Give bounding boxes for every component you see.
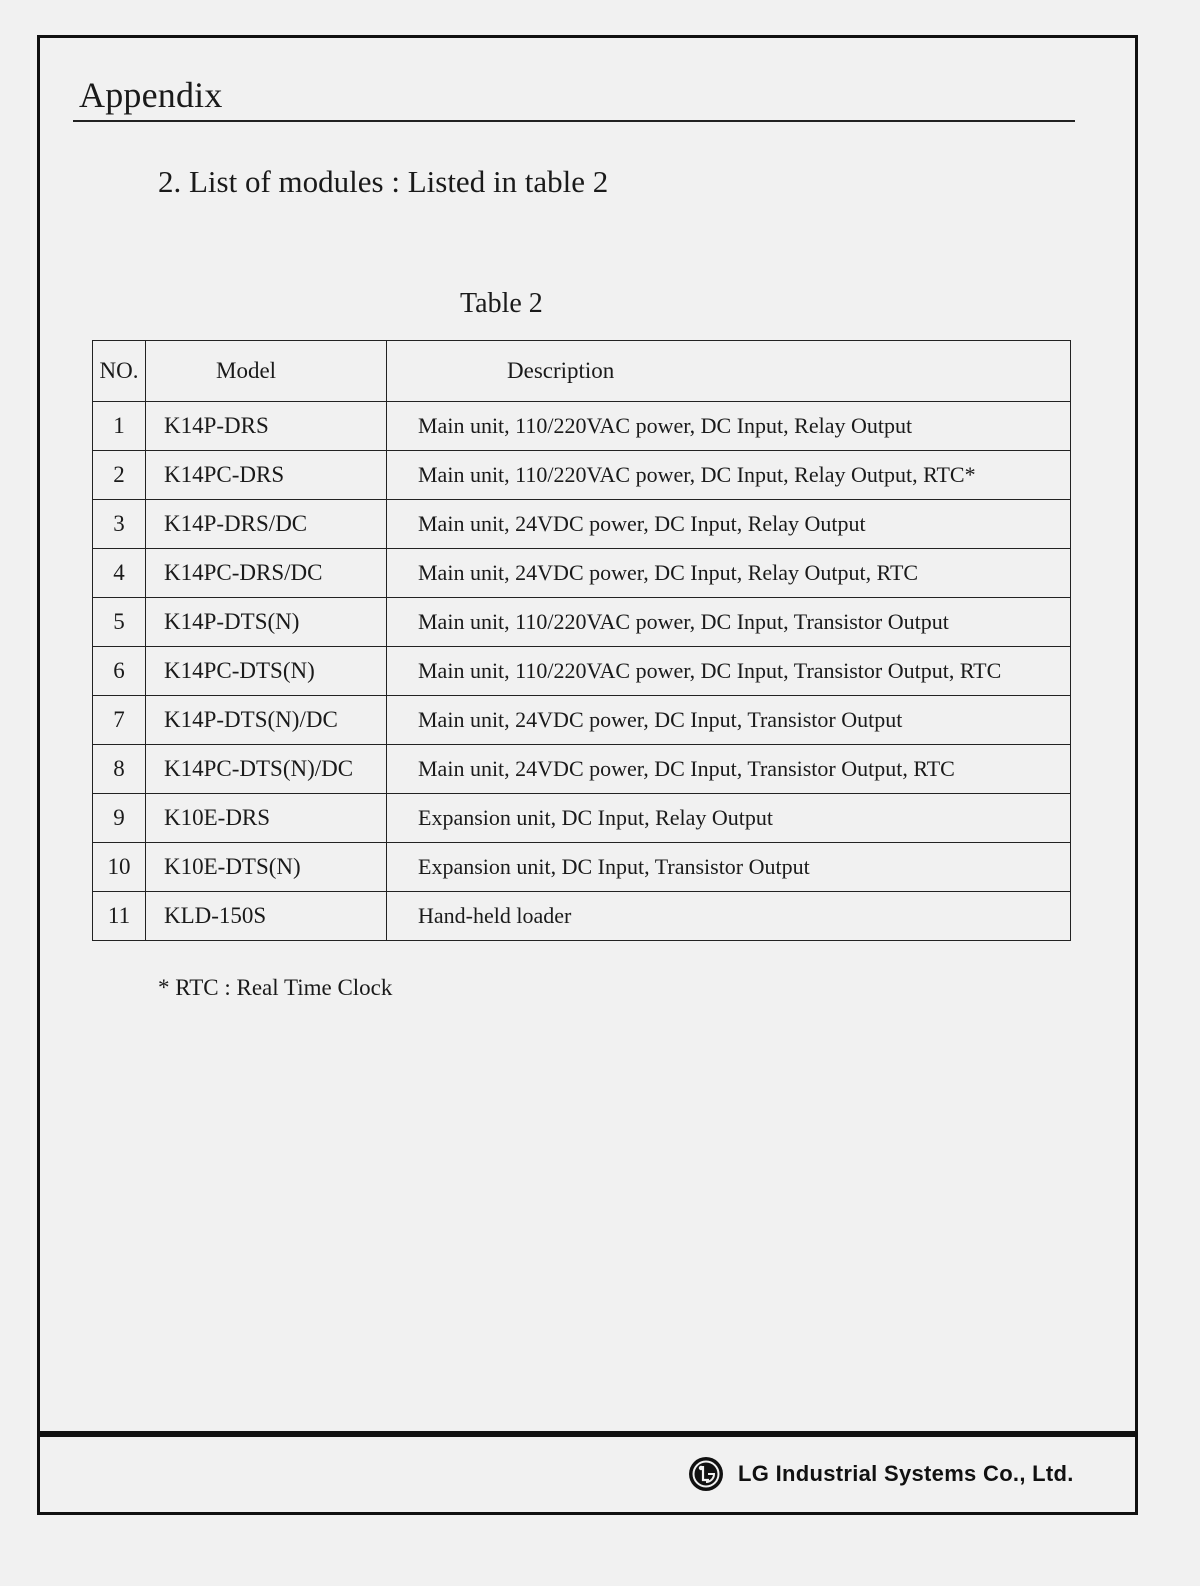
row-model: K14PC-DRS/DC [146, 549, 387, 598]
row-model: K14P-DTS(N) [146, 598, 387, 647]
table-row [93, 500, 1071, 549]
row-model: K14P-DRS [146, 402, 387, 451]
row-description: Hand-held loader [387, 892, 1071, 941]
row-number: 10 [93, 843, 146, 892]
row-number: 3 [93, 500, 146, 549]
table-row [93, 549, 1071, 598]
table-row [93, 696, 1071, 745]
row-model: K10E-DTS(N) [146, 843, 387, 892]
column-header-no: NO. [93, 341, 146, 402]
company-brand [688, 1455, 1074, 1493]
column-header-description: Description [387, 341, 1071, 402]
table-row [93, 598, 1071, 647]
table-row [93, 647, 1071, 696]
row-description: Main unit, 24VDC power, DC Input, Transistor Output [387, 696, 1071, 745]
table-header-row [93, 341, 1071, 402]
lg-logo-icon [688, 1456, 724, 1492]
row-description: Expansion unit, DC Input, Relay Output [387, 794, 1071, 843]
row-model: KLD-150S [146, 892, 387, 941]
row-number: 5 [93, 598, 146, 647]
row-description: Main unit, 24VDC power, DC Input, Transistor Output, RTC [387, 745, 1071, 794]
row-description: Main unit, 110/220VAC power, DC Input, Relay Output, RTC* [387, 451, 1071, 500]
row-number: 2 [93, 451, 146, 500]
table-row [93, 892, 1071, 941]
row-model: K14P-DTS(N)/DC [146, 696, 387, 745]
table-row [93, 451, 1071, 500]
column-header-model: Model [146, 341, 387, 402]
row-number: 8 [93, 745, 146, 794]
row-number: 7 [93, 696, 146, 745]
row-description: Expansion unit, DC Input, Transistor Output [387, 843, 1071, 892]
row-description: Main unit, 24VDC power, DC Input, Relay Output, RTC [387, 549, 1071, 598]
row-number: 4 [93, 549, 146, 598]
modules-table [92, 340, 1071, 941]
table-row [93, 843, 1071, 892]
row-description: Main unit, 110/220VAC power, DC Input, Transistor Output [387, 598, 1071, 647]
company-name: LG Industrial Systems Co., Ltd. [738, 1461, 1074, 1486]
row-description: Main unit, 24VDC power, DC Input, Relay Output [387, 500, 1071, 549]
table-row [93, 402, 1071, 451]
table-caption: Table 2 [460, 288, 543, 319]
table-row [93, 794, 1071, 843]
section-subtitle: 2. List of modules : Listed in table 2 [158, 164, 609, 199]
row-description: Main unit, 110/220VAC power, DC Input, Transistor Output, RTC [387, 647, 1071, 696]
row-model: K14P-DRS/DC [146, 500, 387, 549]
row-model: K14PC-DTS(N) [146, 647, 387, 696]
row-model: K14PC-DRS [146, 451, 387, 500]
row-model: K10E-DRS [146, 794, 387, 843]
row-number: 1 [93, 402, 146, 451]
row-number: 6 [93, 647, 146, 696]
table-body [93, 402, 1071, 941]
row-number: 9 [93, 794, 146, 843]
page-title: Appendix [79, 75, 223, 115]
row-number: 11 [93, 892, 146, 941]
row-model: K14PC-DTS(N)/DC [146, 745, 387, 794]
footnote: * RTC : Real Time Clock [158, 975, 393, 1000]
table-row [93, 745, 1071, 794]
heading-divider [73, 120, 1075, 122]
row-description: Main unit, 110/220VAC power, DC Input, Relay Output [387, 402, 1071, 451]
